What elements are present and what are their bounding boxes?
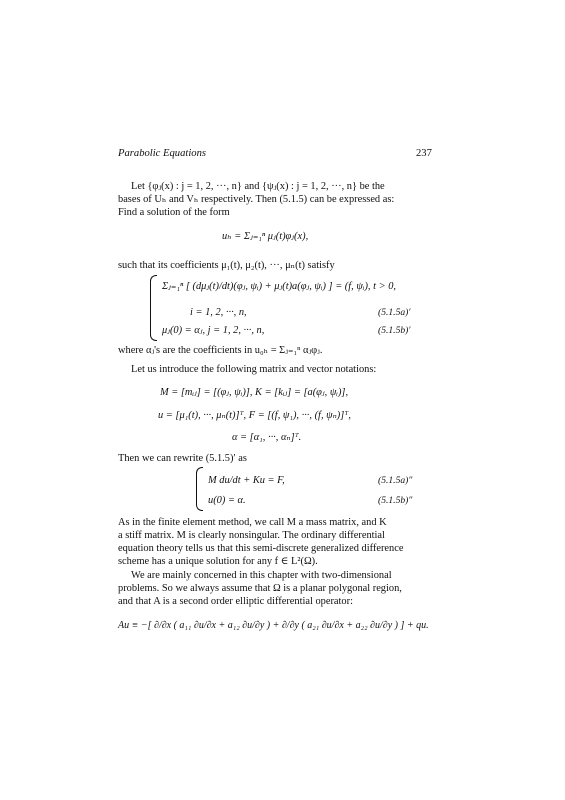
paragraph-line: We are mainly concerned in this chapter with two-dimensional	[131, 570, 392, 581]
matrix-notation: u = [μ₁(t), ···, μₙ(t)]ᵀ, F = [(f, ψ₁), ···, (f, ψₙ)]ᵀ,	[158, 410, 351, 421]
paragraph-line: Find a solution of the form	[118, 207, 230, 218]
left-brace	[150, 275, 157, 341]
paragraph-line: equation theory tells us that this semi-discrete generalized difference	[118, 543, 404, 554]
system-equation: M du/dt + Ku = F,	[208, 475, 285, 486]
equation-uh: uₕ = Σⱼ₌₁ⁿ μⱼ(t)φⱼ(x),	[222, 231, 309, 242]
equation-operator-A: Au ≡ −[ ∂/∂x ( a₁₁ ∂u/∂x + a₁₂ ∂u/∂y ) + ∂/∂y ( a₂₁ ∂u/∂x + a₂₂ ∂u/∂y ) ] + qu.	[118, 620, 429, 631]
running-title: Parabolic Equations	[118, 148, 206, 159]
matrix-notation: α = [α₁, ···, αₙ]ᵀ.	[232, 432, 302, 443]
system-equation: i = 1, 2, ···, n,	[190, 307, 247, 318]
paragraph-line: scheme has a unique solution for any f ∈ L²(Ω).	[118, 556, 318, 567]
paragraph-line: Let {φⱼ(x) : j = 1, 2, ···, n} and {ψⱼ(x) : j = 1, 2, ···, n} be the	[131, 181, 385, 192]
paragraph-line: such that its coefficients μ₁(t), μ₂(t), ···, μₙ(t) satisfy	[118, 260, 335, 271]
system-equation: u(0) = α.	[208, 495, 246, 506]
system-equation: Σⱼ₌₁ⁿ [ (dμⱼ(t)/dt)(φⱼ, ψᵢ) + μⱼ(t)a(φⱼ, ψᵢ) ] = (f, ψᵢ), t > 0,	[162, 281, 396, 292]
equation-tag: (5.1.5a)′	[378, 307, 411, 318]
system-equation: μⱼ(0) = αⱼ, j = 1, 2, ···, n,	[162, 325, 265, 336]
paragraph-line: As in the finite element method, we call M a mass matrix, and K	[118, 517, 387, 528]
paragraph-line: Let us introduce the following matrix and vector notations:	[131, 364, 377, 375]
paragraph-line: a stiff matrix. M is clearly nonsingular. The ordinary differential	[118, 530, 385, 541]
matrix-notation: M = [mᵢⱼ] = [(φⱼ, ψᵢ)], K = [kᵢⱼ] = [a(φⱼ, ψᵢ)],	[160, 387, 349, 398]
paragraph-line: and that A is a second order elliptic differential operator:	[118, 596, 353, 607]
page-number: 237	[416, 148, 432, 159]
paragraph-line: bases of Uₕ and Vₕ respectively. Then (5.1.5) can be expressed as:	[118, 194, 395, 205]
paragraph-line: Then we can rewrite (5.1.5)′ as	[118, 453, 247, 464]
paragraph-line: problems. So we always assume that Ω is a planar polygonal region,	[118, 583, 402, 594]
left-brace	[196, 467, 203, 511]
equation-tag: (5.1.5b)″	[378, 495, 413, 506]
paragraph-line: where αⱼ's are the coefficients in u₀ₕ = Σⱼ₌₁ⁿ αⱼφⱼ.	[118, 345, 323, 356]
equation-tag: (5.1.5b)′	[378, 325, 411, 336]
equation-tag: (5.1.5a)″	[378, 475, 413, 486]
